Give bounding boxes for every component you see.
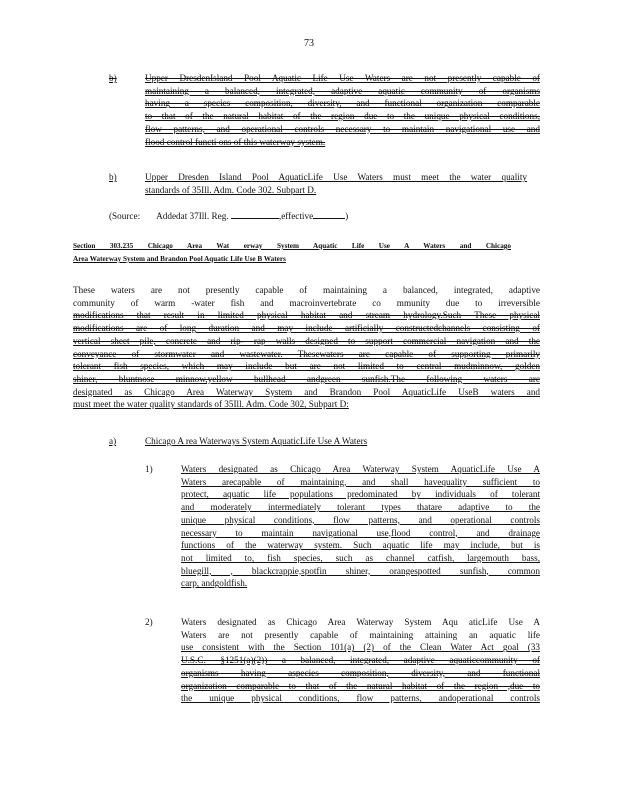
source-note: (Source: Addedat 37Ill. Reg. ,effective ) xyxy=(109,211,349,221)
item-1-text: Waters designated as Chicago Area Waterway System AquaticLife Use A Waters arecapable of maintaining, and shall havequality sufficient to protect, aquatic life populations predominated by individuals of tolerant and moderately intermediately tolerant types thatare adaptive to the unique physical conditions, flow patterns, and operational controls necessary to maintain navigational use,flood control, and drainage functions of the waterway system. Such aquatic life may include, but is not limited to, fish species, such as channel catfish, largemouth bass, bluegill, , blackcrappie,spotfin shiner, orangespotted sunfish, common carp, andgoldfish. xyxy=(181,464,540,589)
item-b-deleted-label: b) xyxy=(109,73,117,83)
section-heading: Section 303.235 Chicago Area Wat erway System Aquatic Life Use A Waters and Chicago xyxy=(73,242,511,250)
item-2-label: 2) xyxy=(145,617,153,627)
item-b-new-text: Upper Dresden Island Pool AquaticLife Use Waters must meet the water quality standards of 35Ill. Adm. Code 302. Subpart D. xyxy=(145,172,527,195)
body-paragraph: These waters are not presently capable of maintaining a balanced, integrated, adaptive community of warm -water fish and macroinvertebrate co mmunity due to irreversible modifications that result in limited physical habitat and stream hydrology.Such These physical modifications are of long duration and may include artificially constructedchannels consisting of vertical sheet pile, concrete and rip- rap walls designed to support commercial navigation and the conveyance of stormwater and wastewater. Thesewaters are capable of supporting primarily tolerant fish species, which may include but are not limited to central mudminnow, golden shiner, bluntnose minnow,yellow bullhead andgreen sunfish.The following waters are designated as Chicago Area Waterway System and Brandon Pool AquaticLife UseB waters and must meet the water quality standards of 35Ill. Adm. Code 302, Subpart D: xyxy=(73,285,540,410)
item-b-new-label: b) xyxy=(109,172,117,182)
subsection-a-label: a) xyxy=(109,436,117,446)
item-2-text: Waters designated as Chicago Area Waterway System Aqu aticLife Use A Waters are not presently capable of maintaining attaining an aquatic life use consistent with the Section 101(a) (2) of the Clean Water Act goal (33 U.S.C. §1251(a)(2)) a balanced, integrated, adaptive aquaticcommunity of organisms having aspecies composition, diversity, and functional organization comparable to that of the natural habitat of the region ,due to the unique physical conditions, flow patterns, andoperational controls xyxy=(181,617,540,704)
item-b-deleted-text: Upper DresdenIsland Pool Aquatic Life Use Waters are not presently capable of maintaining a balanced, integrated, adaptive aquatic community of organisms having a species composition, diversity, and functional organization comparable to that of the natural habitat of the region due to the unique physical conditions, flow patterns, and operational controls necessary to maintain navigational use and flood control functi ons of this waterway system. xyxy=(145,73,540,147)
page-number: 73 xyxy=(304,38,314,49)
item-1-label: 1) xyxy=(145,464,153,474)
subsection-a-title: Chicago A rea Waterways System AquaticLife Use A Waters xyxy=(145,436,368,446)
section-heading-line2: Area Waterway System and Brandon Pool Aquatic Life Use B Waters xyxy=(73,255,286,263)
